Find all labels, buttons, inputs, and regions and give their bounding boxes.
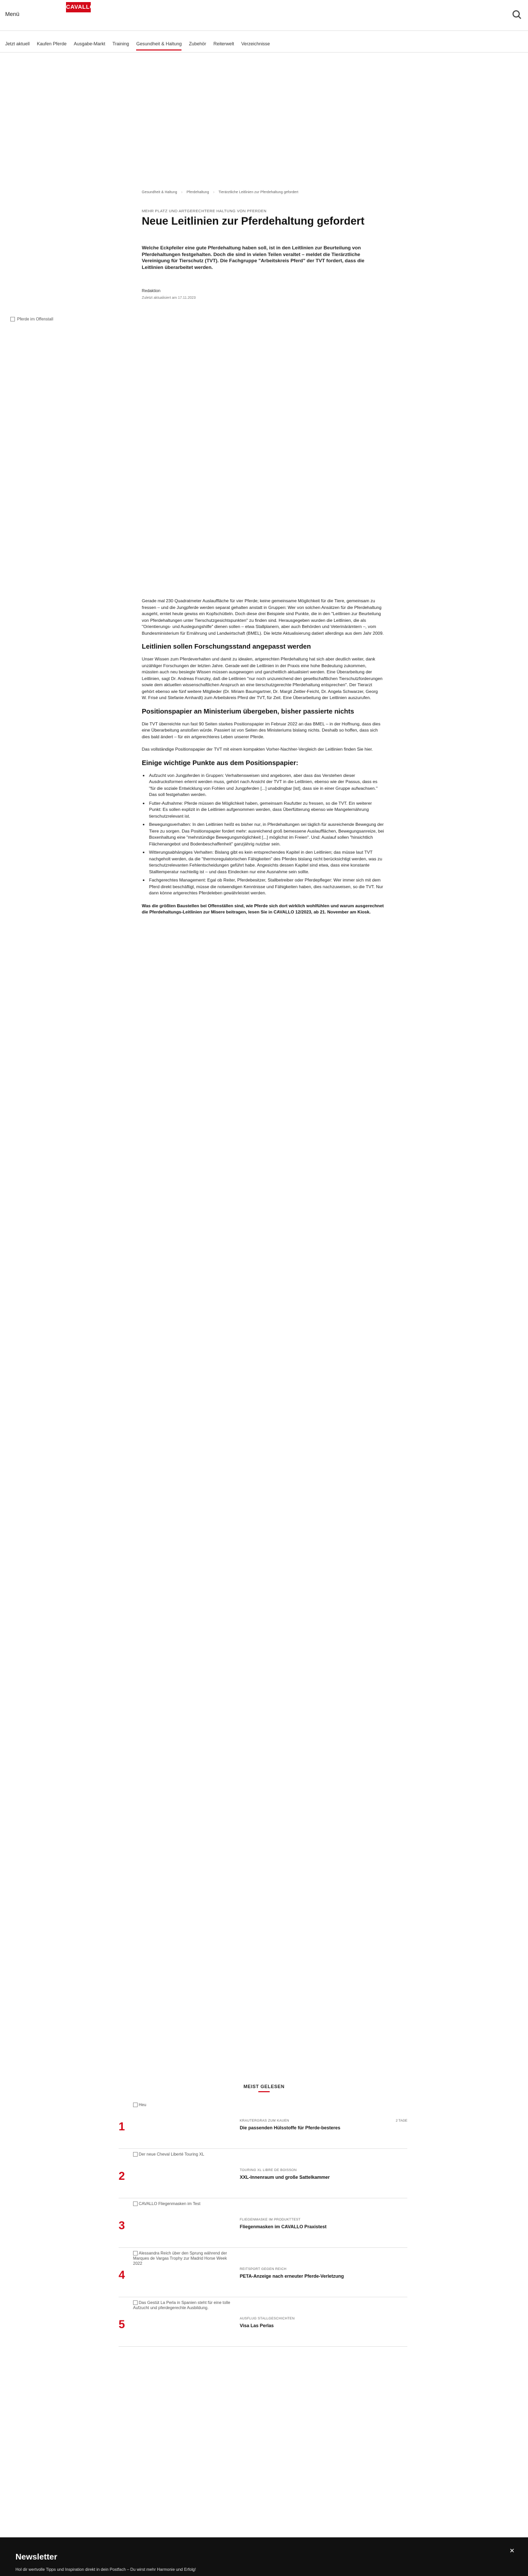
body-subheading: Einige wichtige Punkte aus dem Positionspapier:	[142, 758, 299, 767]
breadcrumb-separator: ›	[213, 191, 214, 194]
breadcrumb-item[interactable]: Pferdehaltung	[186, 191, 209, 194]
teaser-image	[133, 2152, 231, 2195]
body-paragraph: Gerade mal 230 Quadratmeter Auslauffläche für vier Pferde; keine gemeinsame Möglichkeit für die Tiere, gemeinsam zu fressen – und die Jungpferde werden separat gehalten anstatt in Gruppen: Wer von solchen Ansätzen für die Pferdehaltung ausgeht, erntet heute gewiss ein Kopfschütteln. Doch diese drei Beispiele sind Punkte, die in den "Leitlinien zur Beurteilung von Pferdehaltungen unter Tierschutzgesichtspunkten" zu finden sind. Herausgegeben wurden die Leitlinien, die als "Orientierungs- und Auslegungshilfe" dienen sollen – etwa Stallplanern, aber auch Behörden und Veterinärämtern –, vom Bundesministerium für Ernährung und Landwirtschaft (BMEL). Die letzte Aktualisierung datiert allerdings aus dem Jahr 2009.	[142, 598, 384, 636]
teaser-image	[133, 2201, 231, 2245]
breadcrumb-current: Tierärztliche Leitlinien zur Pferdehaltung gefordert	[218, 191, 299, 194]
nav-divider	[0, 52, 528, 53]
teaser-title[interactable]: PETA-Anzeige nach erneuter Pferde-Verletzung	[240, 2274, 344, 2279]
teaser-kicker: FLIEGENMASKE IM PRODUKTTEST	[240, 2218, 301, 2222]
teaser-kicker: TOURING XL LIBRE DE BOISSON	[240, 2168, 297, 2172]
broken-image-icon	[133, 2201, 138, 2206]
most-read-title: MEIST GELESEN	[0, 2084, 528, 2092]
list-item: • Aufzucht von Jungpferden in Gruppen: Verhaltensweisen sind angeboren, aber dass das Verstehen dieser Ausdrucksformen erlernt werden muss, gehört nach Ansicht der TVT in die Leitlinien, ebenso wie der Passus, dass es "für die soziale Entwicklung von Fohlen und Jungpferden [...] unabdingbar [ist], dass sie in einer Gruppe aufwachsen." Das soll festgehalten werden.	[149, 772, 384, 798]
closing-text: Was die größten Baustellen bei Offenställen sind, wie Pferde sich dort wirklich wohlfühlen und warum ausgerechnet die Pferdehaltungs-Leitlinien zur Misere beitragen, lesen Sie in CAVALLO 12/2023, ab 21. November am Kiosk.	[142, 903, 384, 914]
hero-image	[10, 317, 518, 590]
teaser-badge: 2 TAGE	[395, 2119, 407, 2123]
teaser-title[interactable]: XXL-Innenraum und große Sattelkammer	[240, 2175, 330, 2180]
rank-number: 1	[119, 2120, 125, 2133]
menu-button[interactable]: Menü	[5, 11, 20, 18]
main-nav	[5, 41, 270, 50]
body-subheading: Positionspapier an Ministerium übergeben, bisher passierte nichts	[142, 707, 354, 715]
teaser-image-alt: Alessandra Reich über den Sprung während der Marques de Vargas Trophy zur Madrid Horse Week 2022	[133, 2251, 227, 2266]
teaser-kicker: AUSFLUG STALLGESCHICHTEN	[240, 2317, 295, 2320]
close-icon[interactable]: ✕	[509, 2547, 515, 2554]
teaser-image	[133, 2103, 231, 2146]
most-read-item[interactable]	[119, 2297, 407, 2347]
most-read-item[interactable]	[119, 2198, 407, 2248]
top-bar	[0, 0, 528, 31]
list-item: • Futter-Aufnahme: Pferde müssen die Möglichkeit haben, gemeinsam Raufutter zu fressen, so die TVT. Ein weiterer Punkt: Es sollen explizit in die Leitlinien aufgenommen werden, dass Überfütterung ebenso wie Mangelernährung tierschutzrelevant ist.	[149, 800, 384, 820]
article-author[interactable]: Redaktion	[142, 289, 161, 293]
article-body	[142, 598, 384, 922]
teaser-title[interactable]: Fliegenmasken im CAVALLO Praxistest	[240, 2224, 327, 2229]
most-read-item[interactable]	[119, 2099, 407, 2149]
hero-image-alt	[10, 317, 53, 321]
hero-image-alt-text: Pferde im Offenstall	[17, 317, 54, 321]
article-teaser: Welche Eckpfeiler eine gute Pferdehaltung haben soll, ist in den Leitlinien zur Beurteilung von Pferdehaltungen festgehalten. Doch die sind in vielen Teilen veraltet – meldet die Tierärztliche Vereinigung für Tierschutz (TVT). Die Fachgruppe "Arbeitskreis Pferd" der TVT fordert, dass die Leitlinien überarbeitet werden.	[142, 245, 365, 270]
nav-item[interactable]: Verzeichnisse	[241, 41, 270, 46]
breadcrumb	[142, 191, 384, 194]
key-points-list	[149, 772, 384, 896]
nav-item[interactable]: Gesundheit & Haltung	[136, 41, 182, 50]
teaser-image-alt: CAVALLO Fliegenmasken im Test	[139, 2201, 201, 2206]
breadcrumb-separator: ›	[181, 191, 183, 194]
search-icon[interactable]	[513, 10, 520, 18]
broken-image-icon	[133, 2103, 138, 2107]
rank-number: 2	[119, 2170, 125, 2182]
teaser-image	[133, 2251, 231, 2294]
teaser-kicker: KRAUTERGRAS ZUM KAUEN	[240, 2119, 289, 2123]
body-paragraph: Das vollständige Positionspapier der TVT mit einem kompakten Vorher-Nachher-Vergleich der Leitlinien finden Sie hier.	[142, 747, 373, 752]
teaser-title[interactable]: Die passenden Hülsstoffe für Pferde-besteres	[240, 2125, 341, 2130]
nav-item[interactable]: Kaufen Pferde	[37, 41, 67, 46]
teaser-image-alt: Der neue Cheval Liberté Touring XL	[139, 2152, 205, 2157]
rank-number: 5	[119, 2318, 125, 2331]
nav-item[interactable]: Zubehör	[189, 41, 206, 46]
teaser-image-alt: Heu	[139, 2103, 146, 2107]
list-item: • Bewegungsverhalten: In den Leitlinien heißt es bisher nur, in Pferdehaltungen sei täglich für ausreichende Bewegung der Tiere zu sorgen. Das Positionspapier fordert mehr: ausreichend groß bemessene Auslaufflächen, Bewegungsanreize, bei Boxenhaltung eine "mehrstündige Bewegungsmöglichkeit [...] möglichst im Freien". Und: Auslauf sollen "hinsichtlich Flächenangebot und Bodenbeschaffenheit" ganzjährig nutzbar sein.	[149, 821, 384, 847]
teaser-image-alt: Das Gestüt La Perla in Spanien steht für eine tolle Aufzucht und pferdegerechte Ausbildung.	[133, 2300, 230, 2310]
newsletter-banner	[0, 2537, 528, 2576]
article-date: Zuletzt aktualisiert am 17.11.2023	[142, 296, 196, 300]
newsletter-title: Newsletter	[15, 2553, 57, 2562]
body-paragraph: Unser Wissen zum Pferdeverhalten und damit zu idealen, artgerechten Pferdehaltung hat sich aber deutlich weiter, dank unzähliger Forschungen der letzten Jahre. Gerade weil die Leitlinien in der Praxis eine hohe Bedeutung zukommen, müssten auch neu besiegte Wissen müssen ausgewogen und ganzheitlich aktualisiert werden. Eine Überarbeitung der Leitlinien, sagt Dr. Andreas Franzky, daß die Leitlinien "nur noch unzureichend den gesellschaftlichen Tierschutzforderungen sowie dem aktuellen wissenschaftlichen Anspruch an eine tierschutzgerechte Pferdehaltung entsprechen". Der Tierarzt gehört ebenso wie fünf weitere Mitglieder (Dr. Miriam Baumgartner, Dr. Margit Zeitler-Feicht, Dr. Angela Schwarzer, Georg W. Frisé und Stefanie Arnhardt) zum Arbeitskreis Pferd der TVT, für Zeit. Eine Überarbeitung der Leitlinien auszurufen.	[142, 656, 383, 700]
nav-item[interactable]: Jetzt aktuell	[5, 41, 30, 46]
newsletter-text: Hol dir wertvolle Tipps und Inspiration direkt in dein Postfach – Du wirst mehr Harmonie und Erfolg!	[15, 2567, 196, 2572]
rank-number: 4	[119, 2268, 125, 2281]
site-logo[interactable]: CAVALLO	[66, 2, 91, 12]
list-item: • Fachgerechtes Management: Egal ob Reiter, Pferdebesitzer, Stallbetreiber oder Pferdepfleger: Wer immer sich mit dem Pferd direkt beschäftigt, müsse die notwendigen Kenntnisse und Fähigkeiten haben, dies nachzuweisen, so die TVT. Nur dann könne artgerechtes Pferdeleben gewährleistet werden.	[149, 877, 384, 896]
teaser-title[interactable]: Visa Las Perlas	[240, 2323, 274, 2328]
rank-number: 3	[119, 2219, 125, 2232]
nav-item[interactable]: Training	[112, 41, 129, 46]
broken-image-icon	[10, 317, 15, 321]
most-read-item[interactable]	[119, 2248, 407, 2297]
body-subheading: Leitlinien sollen Forschungsstand angepasst werden	[142, 642, 311, 650]
most-read-item[interactable]	[119, 2149, 407, 2198]
nav-item[interactable]: Reiterwelt	[213, 41, 234, 46]
broken-image-icon	[133, 2300, 138, 2305]
article-kicker: MEHR PLATZ UND ARTGERECHTERE HALTUNG VON PFERDEN	[142, 209, 267, 213]
broken-image-icon	[133, 2251, 138, 2256]
article-title: Neue Leitlinien zur Pferdehaltung gefordert	[142, 215, 365, 227]
broken-image-icon	[133, 2152, 138, 2157]
closing-paragraph	[142, 903, 384, 916]
body-paragraph: Die TVT überreichte nun fast 90 Seiten starkes Positionspapier im Februar 2022 an das BMEL – in der Hoffnung, dass dies eine Überarbeitung anstoßen würde. Passiert ist von Seiten des Ministeriums bislang nichts. Deshalb so hoffen, dass sich dies bald ändert – für ein artgerechteres Leben unserer Pferde.	[142, 721, 381, 739]
nav-item[interactable]: Ausgabe-Markt	[74, 41, 106, 46]
teaser-kicker: REITSPORT GEGEN REICH	[240, 2267, 287, 2271]
teaser-image	[133, 2300, 231, 2344]
breadcrumb-item[interactable]: Gesundheit & Haltung	[142, 191, 177, 194]
list-item: • Witterungsabhängiges Verhalten: Bislang gibt es kein entsprechendes Kapitel in den Leitlinien; das müsse laut TVT nachgeholt werden, da die "thermoregulatorischen Fähigkeiten" des Pferdes bislang nicht berücksichtigt werden, was zu tierschutzrelevanten Fehlentscheidungen geführt habe. Angesichts dessen Kapitel sind etwa, dass eine konstante Stalltemperatur nachteilig ist – und dass Eindecken nur eine Ausnahme sein sollte.	[149, 849, 384, 875]
